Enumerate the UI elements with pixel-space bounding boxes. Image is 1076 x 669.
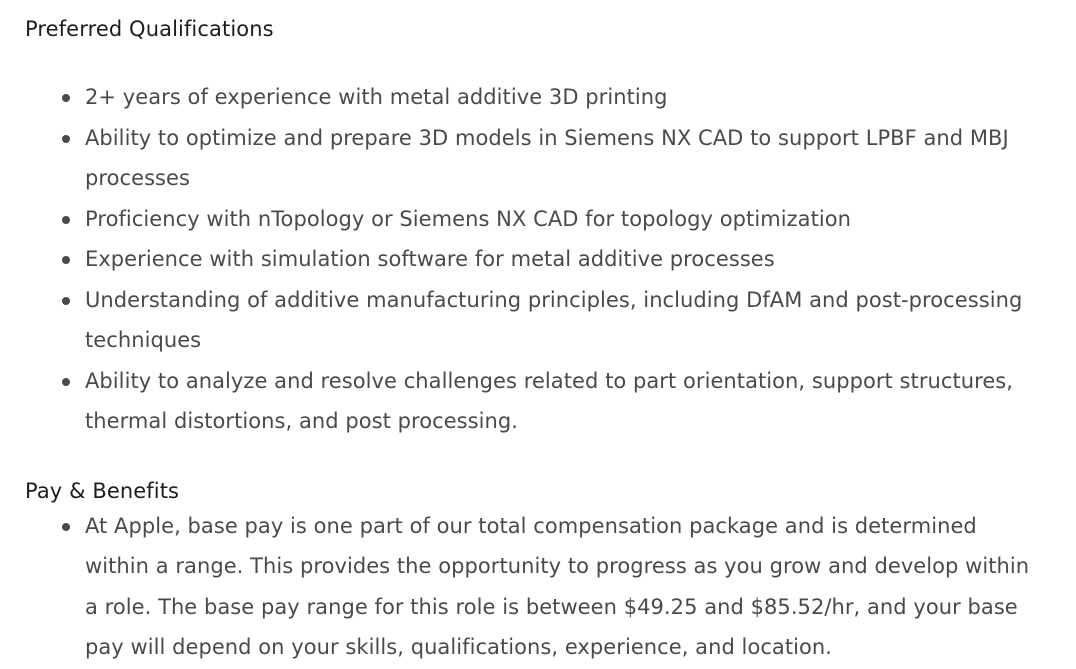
list-item-text: Experience with simulation software for metal additive processes bbox=[85, 247, 775, 271]
bullet-icon bbox=[62, 94, 70, 102]
list-item-text: Proficiency with nTopology or Siemens NX CAD for topology optimization bbox=[85, 206, 852, 231]
bullet-icon bbox=[62, 216, 70, 224]
bullet-icon bbox=[62, 378, 70, 386]
preferred-qualifications-heading: Preferred Qualifications bbox=[25, 17, 274, 41]
bullet-icon bbox=[62, 256, 70, 264]
pay-benefits-list bbox=[25, 506, 1076, 668]
list-item-text: 2+ years of experience with metal additive 3D printing bbox=[85, 85, 668, 109]
list-item bbox=[25, 77, 1045, 118]
pay-benefits-heading: Pay & Benefits bbox=[25, 478, 180, 503]
list-item bbox=[25, 239, 1045, 280]
list-item bbox=[25, 280, 1045, 361]
bullet-icon bbox=[62, 135, 70, 143]
list-item-text: Understanding of additive manufacturing principles, including DfAM and post-processing techniques bbox=[85, 287, 1023, 352]
list-item bbox=[25, 361, 1045, 442]
list-item-text: Ability to analyze and resolve challenges related to part orientation, support structures, thermal distortions, and post processing. bbox=[85, 368, 1014, 433]
preferred-qualifications-list bbox=[25, 77, 1076, 442]
list-item bbox=[25, 199, 1045, 240]
list-item bbox=[25, 506, 1045, 668]
list-item bbox=[25, 118, 1045, 199]
bullet-icon bbox=[62, 523, 70, 531]
list-item-text: At Apple, base pay is one part of our total compensation package and is determined within a range. This provides the opportunity to progress as you grow and develop within a role. The base pay range for this role is between $49.25 and $85.52/hr, and your base pay will depend on your skills, qualifications, experience, and location. bbox=[85, 513, 1030, 659]
list-item-text: Ability to optimize and prepare 3D models in Siemens NX CAD to support LPBF and MBJ processes bbox=[85, 125, 1009, 190]
bullet-icon bbox=[62, 297, 70, 305]
